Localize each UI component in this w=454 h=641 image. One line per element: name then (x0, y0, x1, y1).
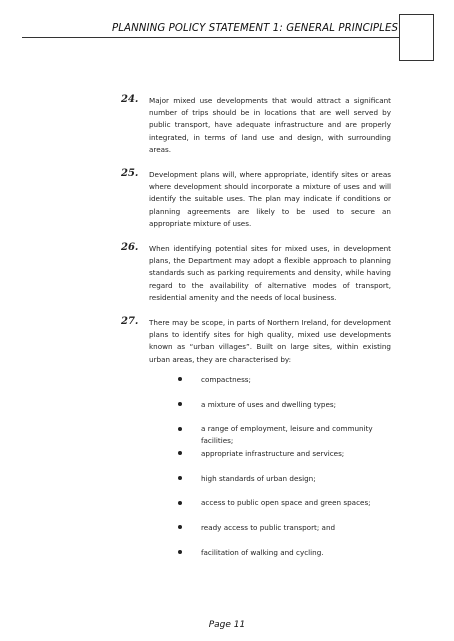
bullet-text: a range of employment, leisure and community facilities; (201, 424, 373, 446)
bullet-item (149, 399, 391, 424)
bullet-text: facilitation of walking and cycling. (201, 547, 324, 557)
bullet-text: ready access to public transport; and (201, 522, 336, 532)
bullet-icon (178, 377, 182, 381)
paragraph-text: Major mixed use developments that would attract a significant number of trips should be in locations that are well served by public transport, have adequate infrastructure and are properly integrated, in terms of land use and design, with surrounding areas. (149, 96, 391, 154)
document-title: PLANNING POLICY STATEMENT 1: GENERAL PRINCIPLES (112, 23, 399, 34)
bullet-item (149, 547, 391, 572)
paragraph-24 (121, 95, 391, 156)
paragraph-number: 25. (121, 168, 139, 180)
paragraph-27 (121, 317, 391, 571)
bullet-text: a mixture of uses and dwelling types; (201, 399, 337, 409)
bullet-icon (178, 550, 182, 554)
bullet-item (149, 473, 391, 498)
paragraph-text: Development plans will, where appropriate, identify sites or areas where development should incorporate a mixture of uses and will identify the suitable uses. The plan may indicate if conditions or planning agreements are likely to be used to secure an appropriate mixture of uses. (149, 170, 391, 228)
bullet-item (149, 522, 391, 547)
bullet-item (149, 374, 391, 399)
bullet-icon (178, 402, 182, 406)
bullet-text: access to public open space and green spaces; (201, 498, 371, 508)
paragraph-26 (121, 243, 391, 304)
paragraph-text: When identifying potential sites for mixed uses, in development plans, the Department may adopt a flexible approach to planning standards such as parking requirements and density, while having regard to the availability of alternative modes of transport, residential amenity and the needs of local business. (149, 244, 391, 302)
bullet-item (149, 448, 391, 473)
bullet-item (149, 497, 391, 522)
paragraph-text: There may be scope, in parts of Northern Ireland, for development plans to identify sites for high quality, mixed use developments known as “urban villages”. Built on large sites, within existing urban areas, they are characterised by: (149, 318, 391, 364)
page-footer (0, 612, 454, 631)
page-body (121, 95, 391, 584)
bullet-text: compactness; (201, 374, 251, 384)
bullet-icon (178, 451, 182, 455)
bullet-item (149, 423, 391, 448)
header-box (399, 14, 434, 61)
paragraph-number: 26. (121, 242, 139, 254)
bullet-icon (178, 525, 182, 529)
bullet-text: high standards of urban design; (201, 473, 316, 483)
page-header (0, 0, 454, 60)
page-number: Page 11 (208, 620, 246, 630)
paragraph-number: 24. (121, 94, 139, 105)
bullet-icon (178, 501, 182, 505)
header-rule (22, 37, 399, 38)
bullet-icon (178, 427, 182, 431)
paragraph-25 (121, 169, 391, 230)
bullet-icon (178, 476, 182, 480)
bullet-list (149, 374, 391, 572)
paragraph-number: 27. (121, 316, 139, 328)
bullet-text: appropriate infrastructure and services; (201, 448, 345, 458)
